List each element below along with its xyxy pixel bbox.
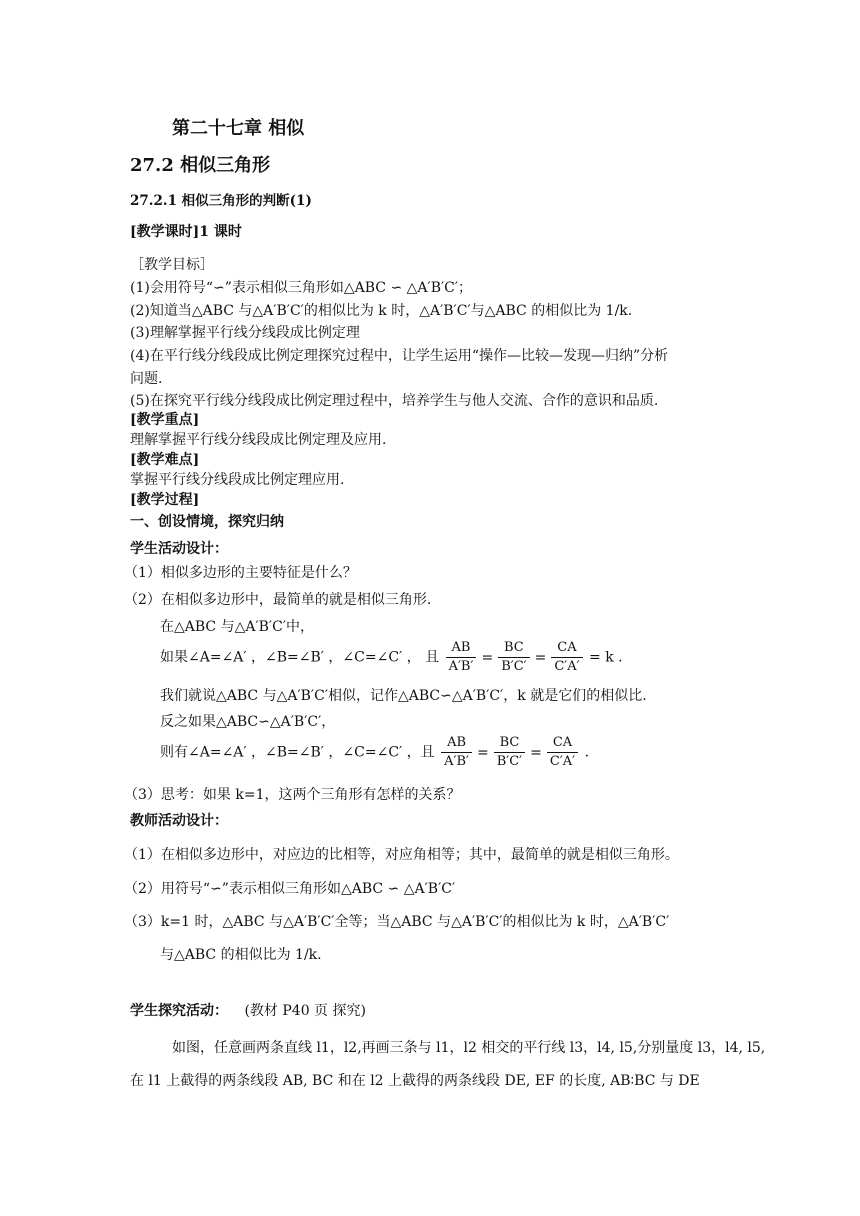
ratio-ca-denominator: C′A′ [554,659,580,674]
ratio-bc [498,640,529,675]
ratio-ca [551,640,582,675]
then-angles-text: 则有∠A=∠A′ ，∠B=∠B′ ，∠C=∠C′ ，且 [160,744,435,761]
ratio-ab-denominator: A′B′ [448,659,474,674]
explore-heading-line [130,1002,366,1020]
converse-equation [160,735,589,770]
explore-heading: 学生探究活动： [130,1003,228,1019]
ratio-ab [441,735,472,770]
period: . [584,744,590,761]
ratio-bc [494,735,525,770]
equals-sign: = [530,744,542,761]
ratio-ab-numerator: AB [446,640,477,658]
ratio-ca-numerator: CA [547,735,578,753]
ratio-ca-numerator: CA [551,640,582,658]
objective-item: 问题. [130,371,163,387]
student-question-2: （2）在相似多边形中，最简单的就是相似三角形. [124,592,432,608]
equals-sign: = [534,649,547,666]
ratio-ca [547,735,578,770]
objective-item: (2)知道当△ABC 与△A′B′C′的相似比为 k 时，△A′B′C′与△ABC 的相似比为 1/k. [130,303,633,319]
ratio-bc-numerator: BC [494,735,525,753]
student-design-heading: 学生活动设计： [130,541,228,557]
explore-reference: (教材 P40 页 探究) [244,1003,366,1019]
ratio-bc-numerator: BC [498,640,529,658]
ratio-bc-denominator: B′C′ [496,754,523,769]
teacher-item: （1）在相似多边形中，对应边的比相等，对应角相等；其中，最简单的就是相似三角形。 [124,847,679,863]
difficulties-text: 掌握平行线分线段成比例定理应用. [130,472,345,488]
part1-heading: 一、创设情境，探究归纳 [130,514,284,530]
in-triangles-line: 在△ABC 与△A′B′C′中， [160,619,314,635]
chapter-title: 第二十七章 相似 [172,118,305,139]
explore-paragraph-line: 如图，任意画两条直线 l1，l2,再画三条与 l1，l2 相交的平行线 l3，l4, l5,分别量度 l3，l4, l5, [172,1040,766,1056]
subsection-title: 27.2.1 相似三角形的判断(1) [130,193,312,209]
class-hours: [教学课时]1 课时 [130,224,242,240]
ratio-ca-denominator: C′A′ [549,754,576,769]
teacher-item: 与△ABC 的相似比为 1/k. [160,947,322,963]
section-title: 27.2 相似三角形 [130,155,271,176]
we-say-similar-line: 我们就说△ABC 与△A′B′C′相似，记作△ABC∽△A′B′C′，k 就是它们的相似比. [160,688,647,704]
student-question-1: （1）相似多边形的主要特征是什么？ [124,565,357,581]
teacher-item: （3）k=1 时，△ABC 与△A′B′C′全等；当△ABC 与△A′B′C′的相似比为 k 时，△A′B′C′ [124,914,670,930]
explore-paragraph-line: 在 l1 上截得的两条线段 AB, BC 和在 l2 上截得的两条线段 DE, EF 的长度, AB∶BC 与 DE [130,1073,700,1089]
objective-item: (4)在平行线分线段成比例定理探究过程中，让学生运用“操作—比较—发现—归纳”分析 [130,348,669,364]
equals-k-text: = k . [589,649,623,666]
key-points-heading: [教学重点] [130,412,200,428]
ratio-ab-numerator: AB [441,735,472,753]
teacher-item: （2）用符号“∽”表示相似三角形如△ABC ∽ △A′B′C′ [124,881,456,897]
objective-item: (5)在探究平行线分线段成比例定理过程中，培养学生与他人交流、合作的意识和品质. [130,393,659,409]
key-points-text: 理解掌握平行线分线段成比例定理及应用. [130,432,387,448]
objectives-heading: ［教学目标］ [130,257,214,273]
if-angles-text: 如果∠A=∠A′ ，∠B=∠B′ ，∠C=∠C′ ， 且 [160,649,440,666]
equals-sign: = [477,744,489,761]
conversely-line: 反之如果△ABC∽△A′B′C′， [160,714,336,730]
ratio-ab-denominator: A′B′ [444,754,469,769]
difficulties-heading: [教学难点] [130,452,200,468]
objective-item: (1)会用符号“∽”表示相似三角形如△ABC ∽ △A′B′C′； [130,280,473,296]
ratio-bc-denominator: B′C′ [501,659,527,674]
objective-item: (3)理解掌握平行线分线段成比例定理 [130,325,360,341]
ratio-ab [446,640,477,675]
student-question-3: （3）思考：如果 k=1，这两个三角形有怎样的关系？ [124,787,461,803]
teacher-design-heading: 教师活动设计： [130,813,228,829]
equals-sign: = [481,649,494,666]
process-heading: [教学过程] [130,492,200,508]
similar-definition-equation [160,640,623,675]
